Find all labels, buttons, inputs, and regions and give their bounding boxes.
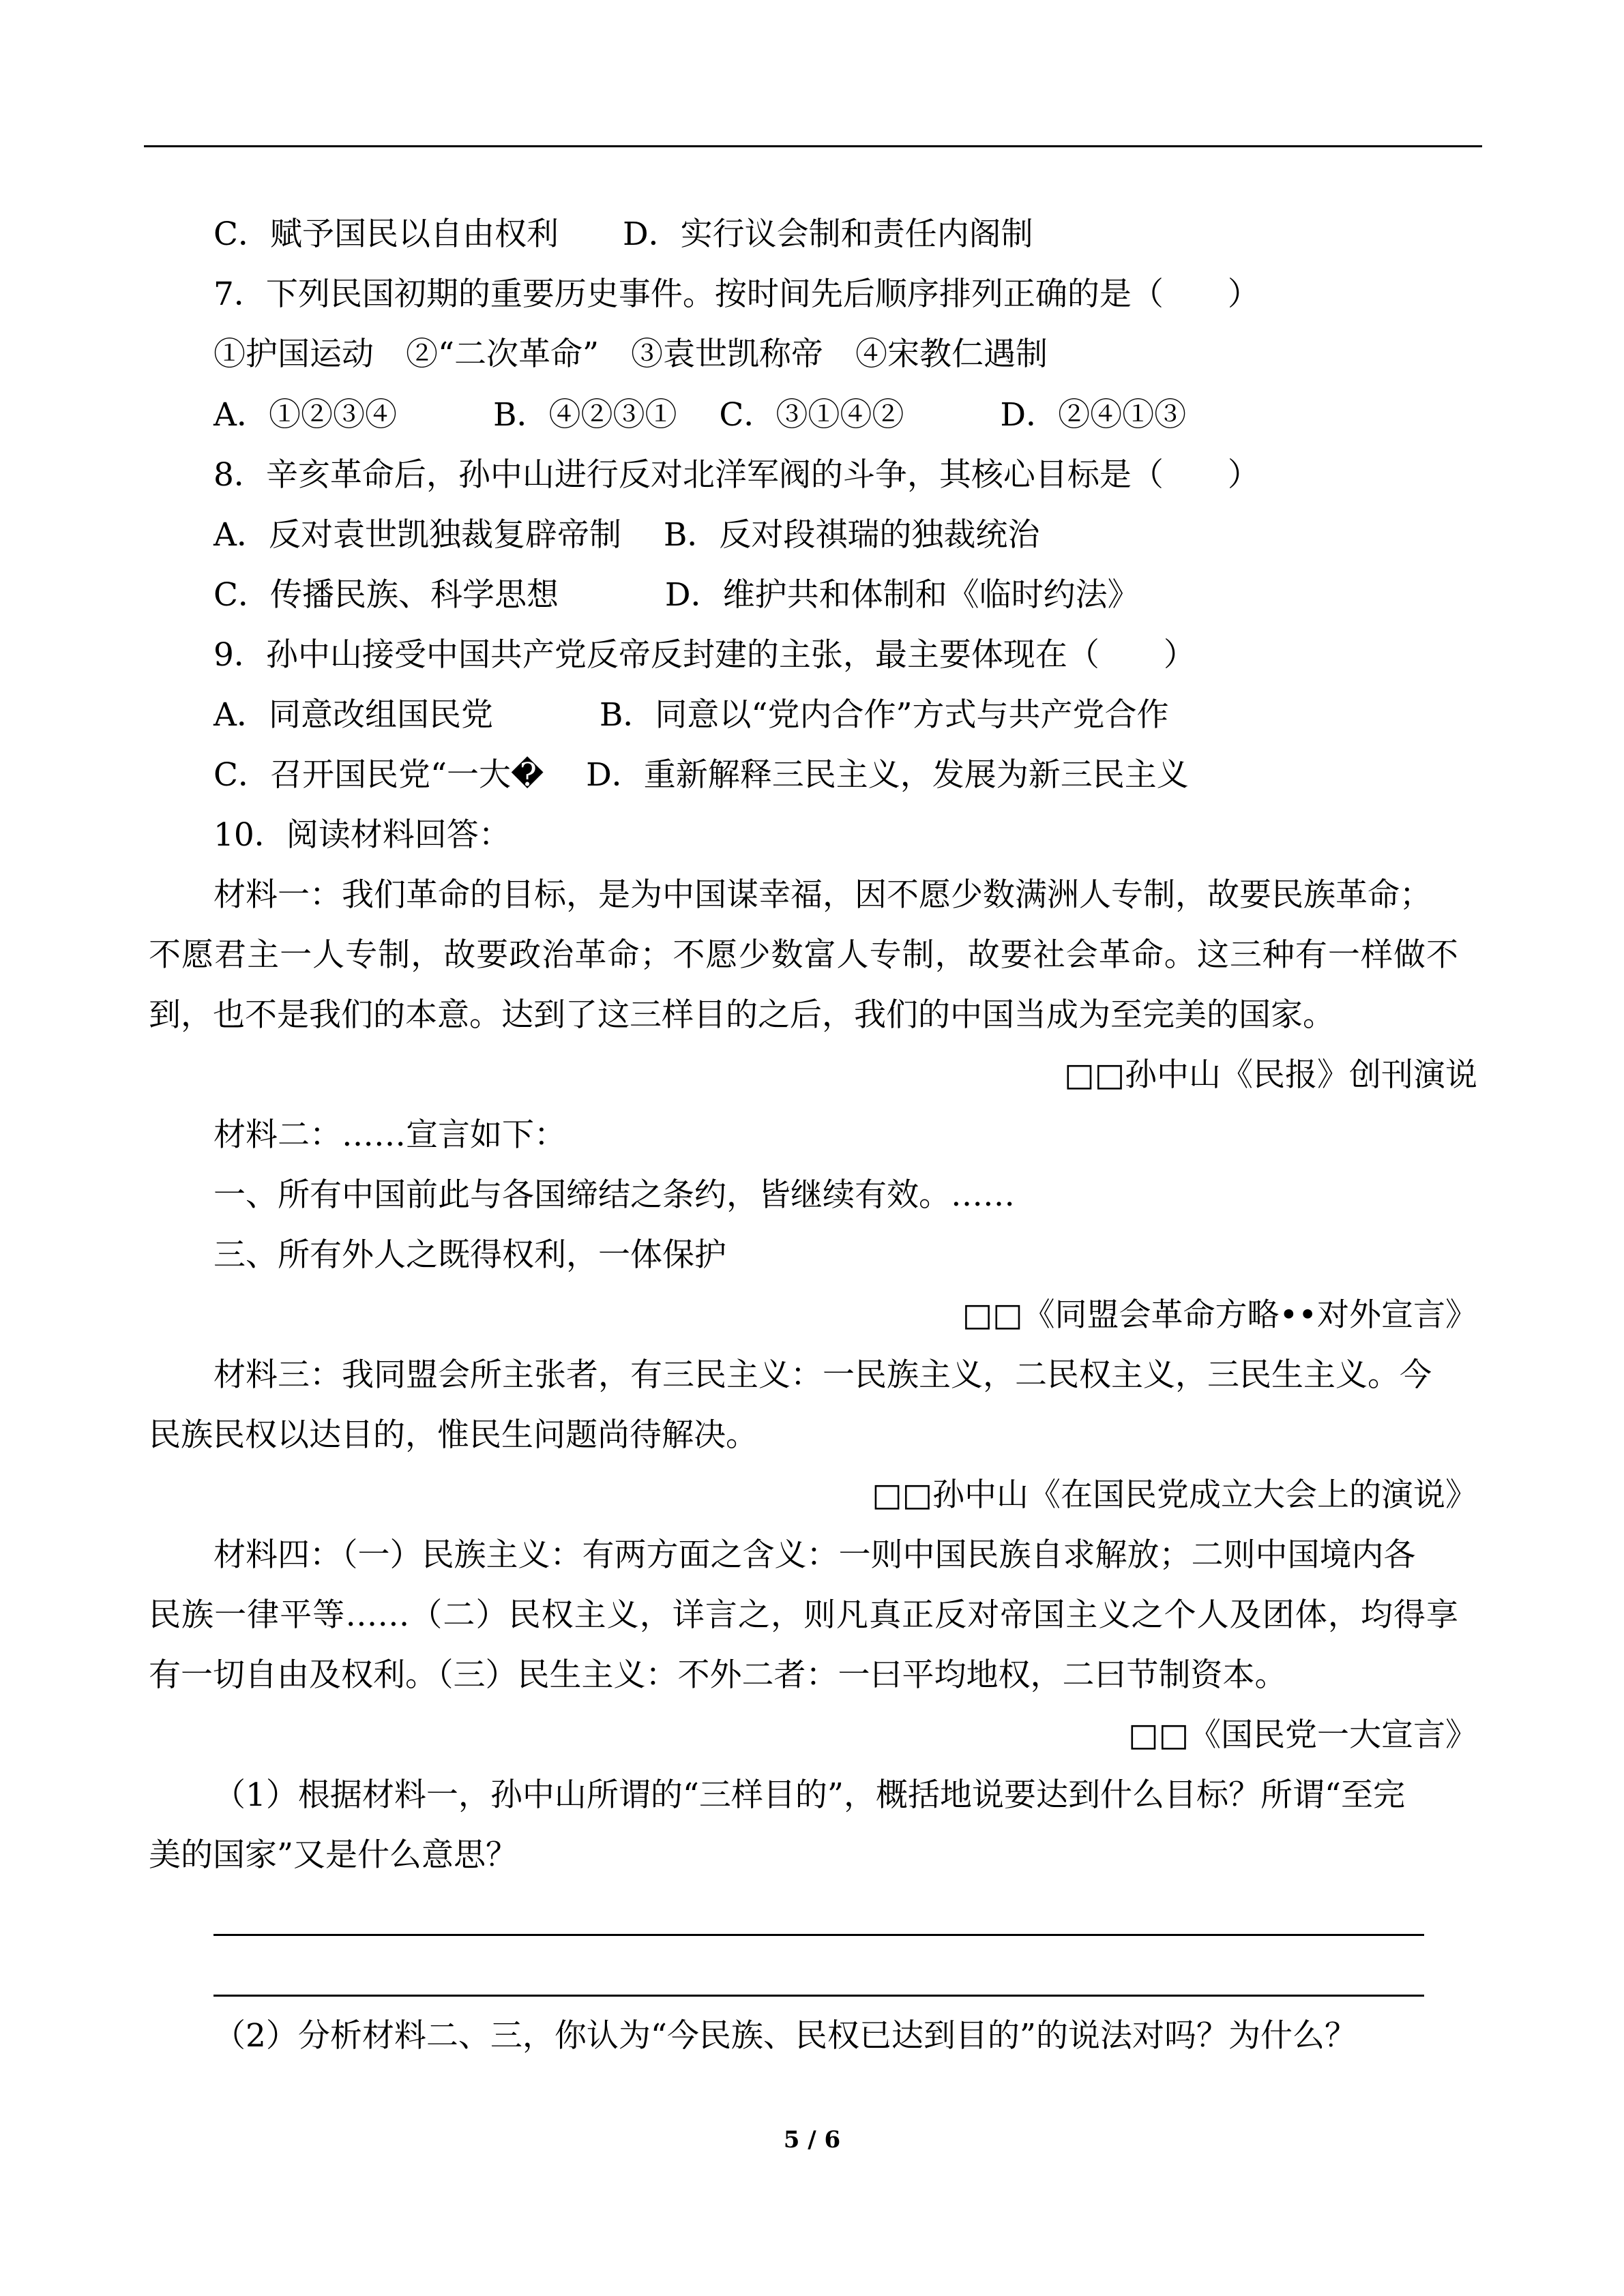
sub-question-1-line-1: （1）根据材料一，孙中山所谓的“三样目的”，概括地说要达到什么目标？所谓“至完: [213, 1776, 1405, 1814]
q9-options-ab: A．同意改组国民党 B．同意以“党内合作”方式与共产党合作: [213, 696, 1169, 734]
q6-options-cd: C．赋予国民以自由权利 D．实行议会制和责任内阁制: [213, 215, 1033, 253]
material-1-source: □□孙中山《民报》创刊演说: [1064, 1056, 1477, 1094]
answer-line-1[interactable]: [213, 1934, 1424, 1936]
material-1-line-3: 到，也不是我们的本意。达到了这三样目的之后，我们的中国当成为至完美的国家。: [149, 996, 1335, 1034]
material-1-line-2: 不愿君主一人专制，故要政治革命；不愿少数富人专制，故要社会革命。这三种有一样做不: [149, 936, 1458, 974]
material-4-line-1: 材料四：（一）民族主义：有两方面之含义：一则中国民族自求解放；二则中国境内各: [213, 1536, 1416, 1574]
material-3-line-1: 材料三：我同盟会所主张者，有三民主义：一民族主义，二民权主义，三民生主义。今: [213, 1356, 1432, 1394]
material-2-source: □□《同盟会革命方略••对外宣言》: [962, 1296, 1477, 1334]
material-1-line-1: 材料一：我们革命的目标，是为中国谋幸福，因不愿少数满洲人专制，故要民族革命；: [213, 876, 1432, 914]
q9-stem: 9．孙中山接受中国共产党反帝反封建的主张，最主要体现在（ ）: [213, 636, 1196, 674]
material-2-line-2: 一、所有中国前此与各国缔结之条约，皆继续有效。……: [213, 1176, 1015, 1214]
material-4-source: □□《国民党一大宣言》: [1128, 1716, 1477, 1754]
material-3-source: □□孙中山《在国民党成立大会上的演说》: [872, 1476, 1477, 1514]
material-4-line-2: 民族一律平等……（二）民权主义，详言之，则凡真正反对帝国主义之个人及团体，均得享: [149, 1596, 1458, 1634]
material-2-line-3: 三、所有外人之既得权利，一体保护: [213, 1236, 726, 1274]
q8-options-ab: A．反对袁世凯独裁复辟帝制 B．反对段祺瑞的独裁统治: [213, 516, 1040, 554]
q7-options: A．①②③④ B．④②③① C．③①④② D．②④①③: [213, 396, 1187, 434]
q8-options-cd: C．传播民族、科学思想 D．维护共和体制和《临时约法》: [213, 576, 1140, 614]
header-rule: [144, 145, 1482, 147]
q8-stem: 8．辛亥革命后，孙中山进行反对北洋军阀的斗争，其核心目标是（ ）: [213, 456, 1260, 494]
material-4-line-3: 有一切自由及权利。（三）民生主义：不外二者：一曰平均地权，二曰节制资本。: [149, 1656, 1287, 1694]
material-3-line-2: 民族民权以达目的，惟民生问题尚待解决。: [149, 1416, 758, 1454]
q9-options-cd: C．召开国民党“一大� D．重新解释三民主义，发展为新三民主义: [213, 756, 1189, 794]
q10-stem: 10．阅读材料回答：: [213, 816, 511, 854]
sub-question-2: （2）分析材料二、三，你认为“今民族、民权已达到目的”的说法对吗？为什么？: [213, 2017, 1357, 2055]
material-2-line-1: 材料二：……宣言如下：: [213, 1116, 566, 1154]
page-number: 5 / 6: [783, 2126, 841, 2153]
sub-question-1-line-2: 美的国家”又是什么意思？: [149, 1836, 518, 1874]
q7-events: ①护国运动 ②“二次革命” ③袁世凯称帝 ④宋教仁遇制: [213, 336, 1048, 373]
answer-line-2[interactable]: [213, 1995, 1424, 1997]
q7-stem: 7．下列民国初期的重要历史事件。按时间先后顺序排列正确的是（ ）: [213, 275, 1260, 313]
